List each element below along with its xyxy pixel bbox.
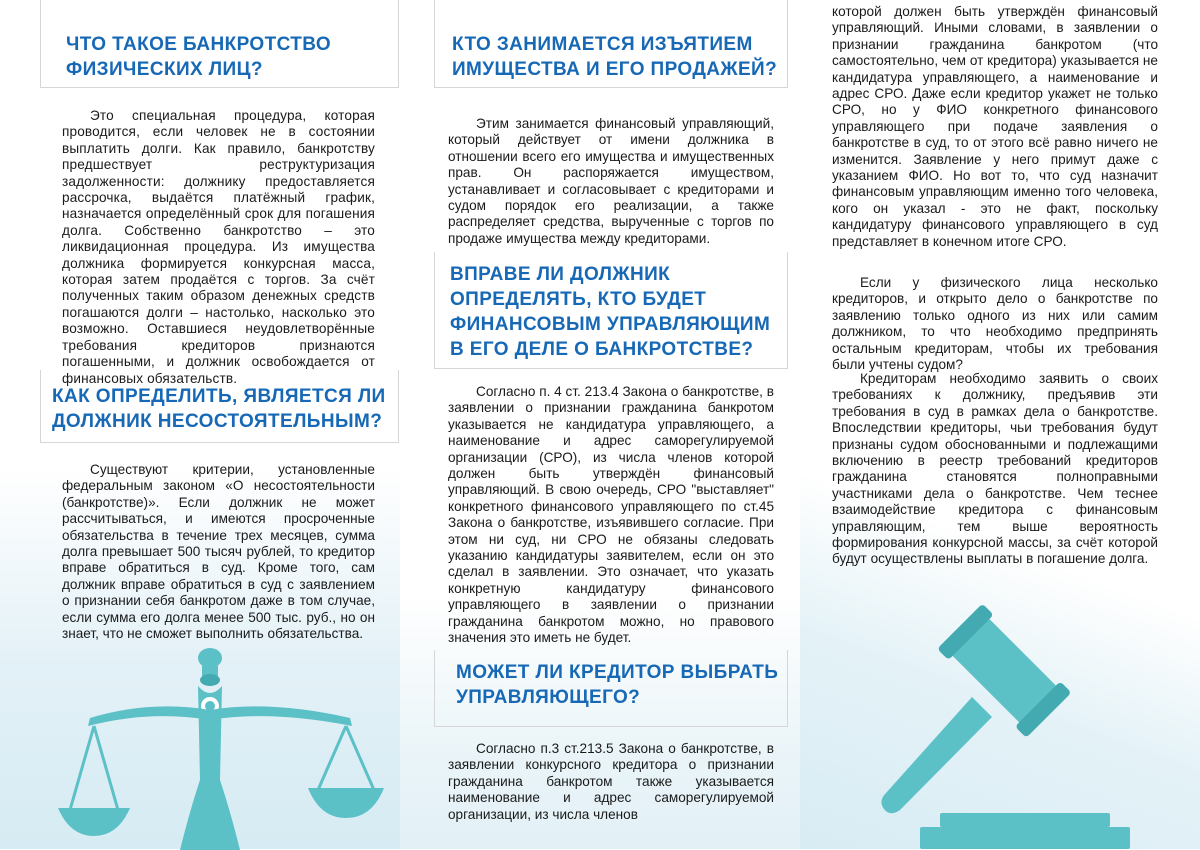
heading-who-seizes-property: КТО ЗАНИМАЕТСЯ ИЗЪЯТИЕМ ИМУЩЕСТВА И ЕГО ПРОДАЖЕЙ? xyxy=(452,34,778,80)
paragraph-creditor-sro-continued: которой должен быть утверждён финансовый управляющий. Иными словами, в заявлении о признании гражданина банкротом (что самостоятельно, чем от кредитора) указывается не кандидатура управляющего, а наименование и адрес СРО. Даже если кредитор укажет не только СРО, но у ФИО конкретного финансового управляющего при подаче заявления о банкротстве в суд, то от этого всё равно ничего не изменится. Заявление у него примут даже с указанием ФИО. Но вот то, что суд назначит финансовым управляющим именно того человека, кого он указал - это не факт, поскольку кандидатуру финансового управляющего в суд представляет в конечном итоге СРО. xyxy=(832,4,1158,249)
heading-can-creditor-choose-manager: МОЖЕТ ЛИ КРЕДИТОР ВЫБРАТЬ УПРАВЛЯЮЩЕГО? xyxy=(456,662,779,708)
paragraph-financial-manager-role: Этим занимается финансовый управляющий, который действует от имени должника в отношении всего его имущества и имущественных прав. Он распоряжается имуществом, устанавливает и согласовывает с кредиторами и судом порядок его реализации, а также распределяет средства, вырученные с торгов по продаже имущества между кредиторами. xyxy=(448,116,774,246)
heading-what-is-bankruptcy: ЧТО ТАКОЕ БАНКРОТСТВО ФИЗИЧЕСКИХ ЛИЦ? xyxy=(66,34,332,80)
scales-of-justice-illustration xyxy=(70,640,390,850)
heading-how-to-determine-insolvency: КАК ОПРЕДЕЛИТЬ, ЯВЛЯЕТСЯ ЛИ ДОЛЖНИК НЕСОСТОЯТЕЛЬНЫМ? xyxy=(52,386,386,432)
gavel-illustration xyxy=(880,605,1200,849)
heading-can-debtor-choose-manager: ВПРАВЕ ЛИ ДОЛЖНИК ОПРЕДЕЛЯТЬ, КТО БУДЕТ ФИНАНСОВЫМ УПРАВЛЯЮЩИМ В ЕГО ДЕЛЕ О БАНКРОТСТВЕ? xyxy=(450,264,771,360)
paragraph-creditors-claims: Кредиторам необходимо заявить о своих требованиях к должнику, предъявив эти требования в суд в рамках дела о банкротстве. Впоследствии кредиторы, чьи требования будут признаны судом обоснованными и подлежащими включению в реестр требований кредиторов гражданина становятся полноправными участниками дела о банкротстве. Чем теснее взаимодействие кредитора с финансовым управляющим, тем выше вероятность формирования конкурсной массы, за счёт которой будут осуществлены выплаты в погашение долга. xyxy=(832,371,1158,567)
paragraph-multiple-creditors-question: Если у физического лица несколько кредиторов, и открыто дело о банкротстве по заявлению только одного из них или самим должником, то что необходимо предпринять остальным кредиторам, чтобы их требования были учтены судом? xyxy=(832,275,1158,373)
paragraph-creditor-application: Согласно п.3 ст.213.5 Закона о банкротстве, в заявлении конкурсного кредитора о признании гражданина банкротом также указывается наименование и адрес саморегулируемой организации, из числа членов xyxy=(448,741,774,822)
paragraph-insolvency-criteria: Существуют критерии, установленные федеральным законом «О несостоятельности (банкротстве)». Если должник не может рассчитываться, и имеются просроченные обязательства в течение трех месяцев, сумма долга превышает 500 тысяч рублей, то кредитор вправе обратиться в суд. Кроме того, сам должник вправе обратиться в суд с заявлением о признании себя банкротом даже в том случае, если сумма его долга менее 500 тыс. руб., но он знает, что не сможет выполнить обязательства. xyxy=(62,462,375,642)
paragraph-bankruptcy-definition: Это специальная процедура, которая проводится, если человек не в состоянии выплатить долги. Как правило, банкротству предшествует реструктуризация задолженности: должнику предоставляется рассрочка, выдаётся платёжный график, назначается определённый срок для погашения долга. Собственно банкротство – это ликвидационная процедура. Из имущества должника формируется конкурсная масса, которая затем продаётся с торгов. За счёт полученных таким образом денежных средств погашаются долги – настолько, насколько это возможно. Оставшиеся неудовлетворённые требования кредиторов признаются погашенными, и должник освобождается от финансовых обязательств. xyxy=(62,108,375,386)
paragraph-sro-nomination: Согласно п. 4 ст. 213.4 Закона о банкротстве, в заявлении о признании гражданина банкротом указывается не кандидатура управляющего, а наименование и адрес саморегулируемой организации (СРО), из числа членов которой должен быть утверждён финансовый управляющий. В свою очередь, СРО "выставляет" конкретного финансового управляющего по ст.45 Закона о банкротстве, изъявившего согласие. При этом ни суд, ни СРО не обязаны следовать указанию кандидатуры заявителем, если он это сделал в заявлении. Это означает, что указать конкретную кандидатуру финансового управляющего в заявлении о признании гражданина банкротом можно, но правового значения это иметь не будет. xyxy=(448,384,774,646)
